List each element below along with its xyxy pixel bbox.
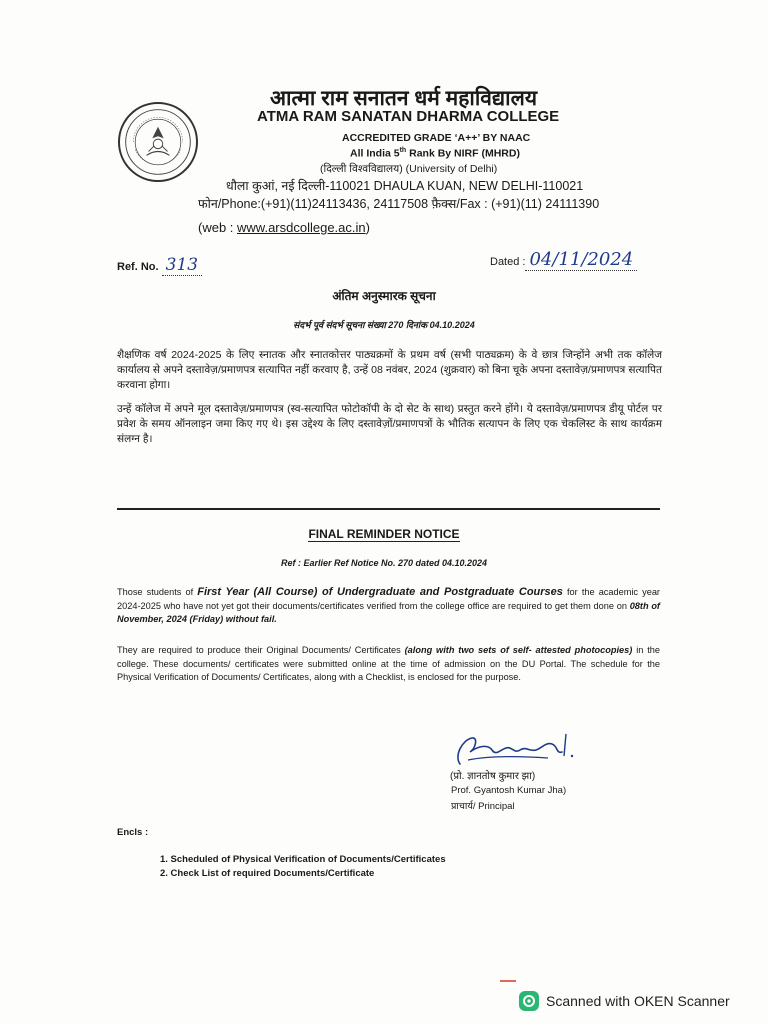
hindi-notice-reference: संदर्भ पूर्व संदर्भ सूचना संख्या 270 दिनांक 04.10.2024 [293,320,475,330]
english-paragraph-2 [117,644,660,685]
accreditation-line: ACCREDITED GRADE ‘A++’ BY NAAC [342,132,531,144]
ranking-line: All India 5th Rank By NIRF (MHRD) [350,147,520,160]
college-seal-logo [118,102,198,182]
dated-label: Dated : [490,256,526,268]
p1-text-a: Those students of [117,587,198,597]
university-line: (दिल्ली विश्वविद्यालय) (University of Delhi) [320,163,498,175]
signatory-name-english: Prof. Gyantosh Kumar Jha) [451,785,567,796]
p2-text-a: They are required to produce their Original Documents/ Certificates [117,645,405,655]
website-line [198,220,370,235]
reference-number [117,255,202,275]
english-paragraph-1 [117,586,660,627]
enclosure-item: 2. Check List of required Documents/Certificate [160,868,375,879]
english-heading-text: FINAL REMINDER NOTICE [308,527,460,541]
p2-photocopies: (along with two sets of self- attested photocopies) [404,645,633,655]
scanner-logo-icon [518,990,540,1012]
web-label: (web : [198,220,238,235]
address-line: धौला कुआं, नई दिल्ली-110021 DHAULA KUAN, NEW DELHI-110021 [226,179,584,193]
ref-value-handwritten: 313 [162,255,202,276]
p1-text-c: for the academic year 2024-2025 who have not yet got their documents/certificates verified from the college office are required to get them done on [117,587,660,611]
college-name-hindi: आत्मा राम सनातन धर्म महाविद्यालय [270,87,538,110]
college-name-english: ATMA RAM SANATAN DHARMA COLLEGE [257,108,560,125]
stray-mark [500,980,516,982]
signatory-title: प्राचार्य/ Principal [451,801,515,812]
dated-field [490,249,637,270]
dated-value-handwritten: 04/11/2024 [525,249,637,271]
english-notice-reference: Ref : Earlier Ref Notice No. 270 dated 04.10.2024 [280,558,488,568]
hindi-notice-heading: अंतिम अनुस्मारक सूचना [332,289,436,303]
p1-courses: First Year (All Course) of Undergraduate and Postgraduate Courses [197,586,563,598]
p1-date: 08th of November, 2024 (Friday) without fail. [117,600,660,624]
phone-fax-line: फोन/Phone:(+91)(11)24113436, 24117508 फ़ैक्स/Fax : (+91)(11) 24111390 [198,197,600,211]
scanner-watermark [518,990,730,1012]
english-notice-heading [0,527,768,541]
enclosures-list [160,853,446,881]
web-close: ) [365,220,370,235]
principal-signature [448,726,588,772]
enclosure-item: 1. Scheduled of Physical Verification of Documents/Certificates [160,854,446,865]
section-divider [117,508,660,510]
scanner-text: Scanned with OKEN Scanner [546,993,730,1009]
website-link[interactable]: www.arsdcollege.ac.in [237,220,366,235]
enclosures-label: Encls : [117,827,149,838]
hindi-paragraph-2: उन्हें कॉलेज में अपने मूल दस्तावेज़/प्रमाणपत्र (स्व-सत्यापित फोटोकॉपी के दो सेट के साथ) प्रस्तुत करने होंगे। ये दस्तावेज़/प्रमाणपत्र डीयू पोर्टल पर प्रवेश के समय ऑनलाइन जमा किए गए थे। इस उद्देश्य के लिए दस्तावेज़ों/प्रमाणपत्रों के भौतिक सत्यापन के लिए एक चेकलिस्ट के साथ कार्यक्रम संलग्न है। [117,403,662,445]
p2-text-c: in the college. These documents/ certificates were submitted online at the time of admission on the DU Portal. The schedule for the Physical Verification of Documents/ Certificates, along with a Checklist, is enclosed for the purpose. [117,645,660,682]
ref-label: Ref. No. [117,261,159,273]
signatory-name-hindi: (प्रो. ज्ञानतोष कुमार झा) [450,771,536,782]
hindi-paragraph-1: शैक्षणिक वर्ष 2024-2025 के लिए स्नातक और स्नातकोत्तर पाठ्यक्रमों के प्रथम वर्ष (सभी पाठ्यक्रम) के वे छात्र जिन्होंने अभी तक कॉलेज कार्यालय से अपने दस्तावेज़/प्रमाणपत्र सत्यापित नहीं करवाए है, उन्हें 08 नवंबर, 2024 (शुक्रवार) को बिना चूके अपना दस्तावेज़/प्रमाणपत्र सत्यापित करवाना होगा। [117,349,662,391]
